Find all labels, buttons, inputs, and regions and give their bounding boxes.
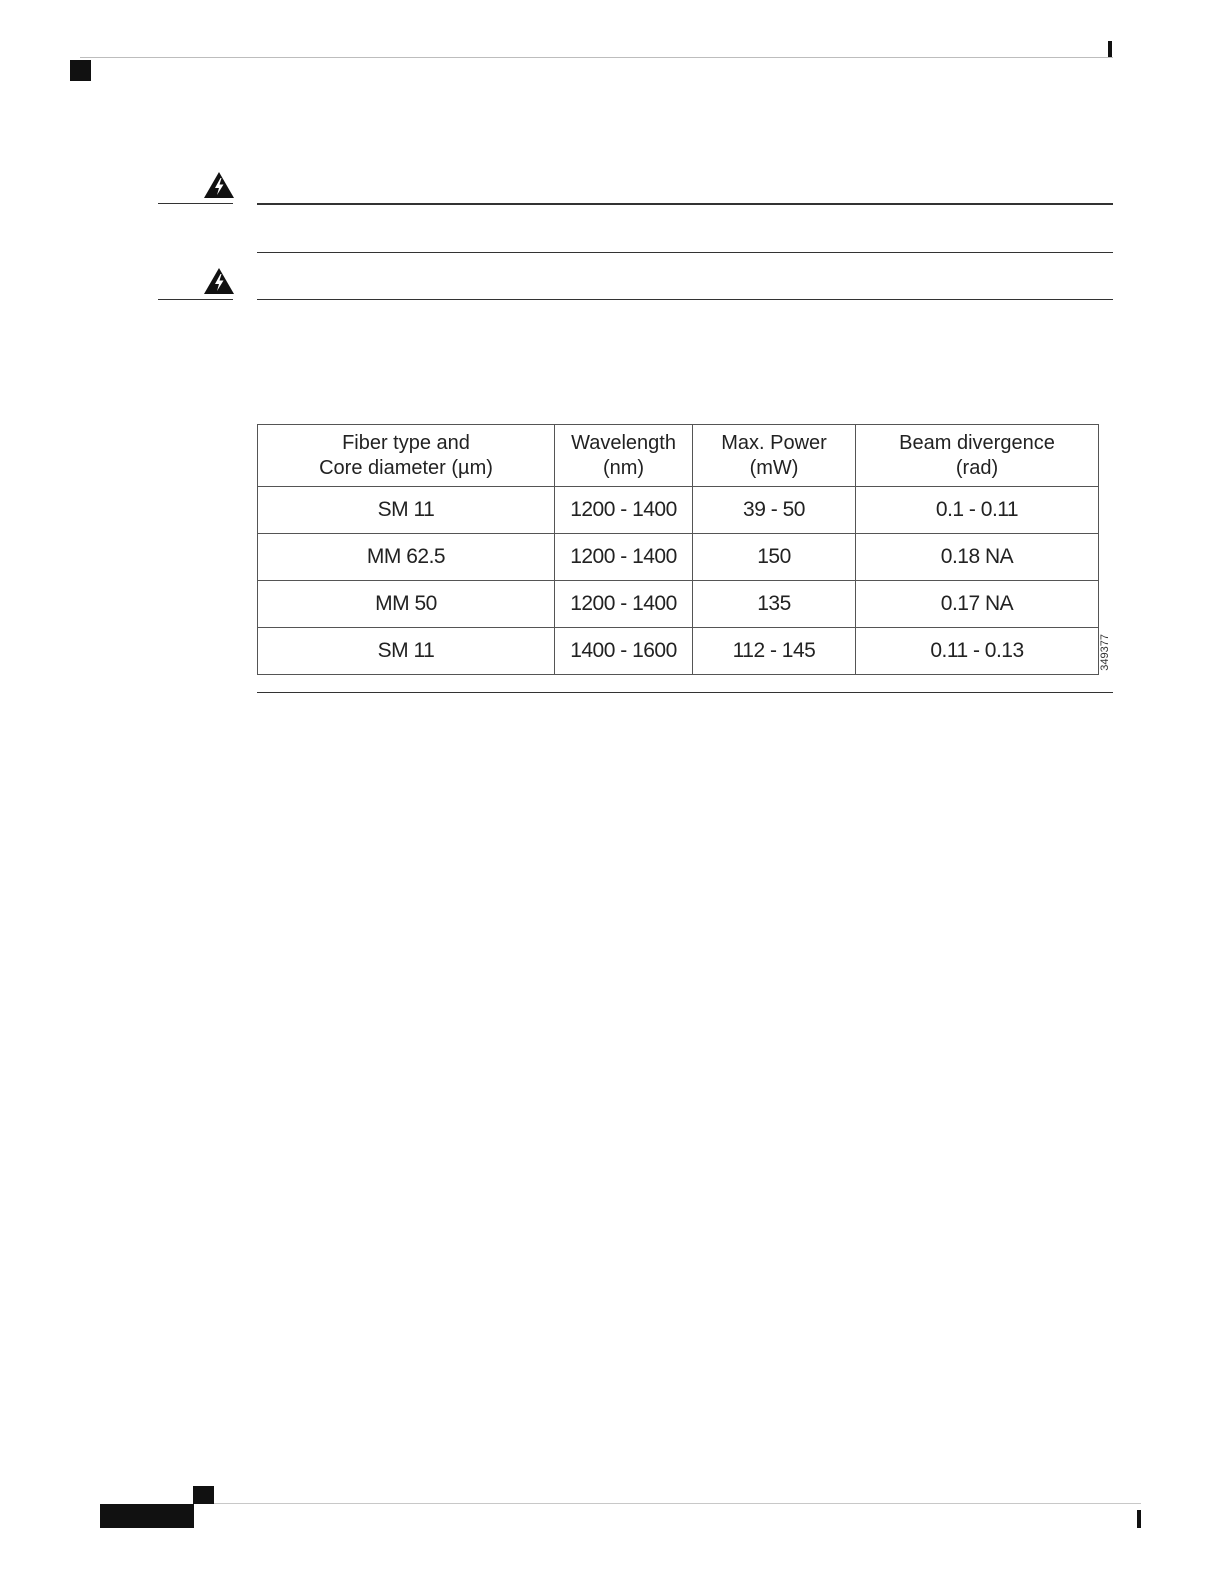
cell-wavelength: 1200 - 1400 — [555, 534, 693, 581]
cell-wavelength: 1200 - 1400 — [555, 487, 693, 534]
footer-tick — [1137, 1510, 1141, 1528]
figure-rule — [257, 692, 1113, 693]
cell-wavelength: 1400 - 1600 — [555, 628, 693, 675]
table-row — [258, 628, 1099, 675]
header-marker — [70, 60, 91, 81]
cell-fiber-type: MM 50 — [258, 581, 555, 628]
cell-wavelength: 1200 - 1400 — [555, 581, 693, 628]
footer-marker — [193, 1486, 214, 1504]
cell-fiber-type: MM 62.5 — [258, 534, 555, 581]
warning-triangle-icon — [203, 267, 235, 295]
laser-specification-table — [257, 424, 1099, 675]
warning-1-rule-bottom — [257, 252, 1113, 253]
warning-1-rule-left — [158, 203, 233, 204]
header-max-power: Max. Power (mW) — [693, 425, 856, 487]
header-rule — [80, 57, 1113, 58]
table-header-row — [258, 425, 1099, 487]
table-row — [258, 534, 1099, 581]
table-row — [258, 487, 1099, 534]
figure-id: 349377 — [1099, 634, 1111, 671]
cell-max-power: 39 - 50 — [693, 487, 856, 534]
warning-triangle-icon — [203, 171, 235, 199]
cell-max-power: 135 — [693, 581, 856, 628]
header-tick — [1108, 41, 1112, 57]
cell-fiber-type: SM 11 — [258, 628, 555, 675]
cell-fiber-type: SM 11 — [258, 487, 555, 534]
cell-beam-divergence: 0.17 NA — [856, 581, 1099, 628]
footer-page-tab — [100, 1504, 194, 1528]
footer-rule — [193, 1503, 1141, 1504]
header-wavelength: Wavelength (nm) — [555, 425, 693, 487]
cell-max-power: 150 — [693, 534, 856, 581]
warning-2-rule-left — [158, 299, 233, 300]
warning-2-rule-top — [257, 299, 1113, 300]
cell-beam-divergence: 0.1 - 0.11 — [856, 487, 1099, 534]
warning-1-rule-top — [257, 203, 1113, 205]
cell-beam-divergence: 0.18 NA — [856, 534, 1099, 581]
cell-beam-divergence: 0.11 - 0.13 — [856, 628, 1099, 675]
header-beam-divergence: Beam divergence (rad) — [856, 425, 1099, 487]
header-fiber-type: Fiber type and Core diameter (µm) — [258, 425, 555, 487]
cell-max-power: 112 - 145 — [693, 628, 856, 675]
table-row — [258, 581, 1099, 628]
